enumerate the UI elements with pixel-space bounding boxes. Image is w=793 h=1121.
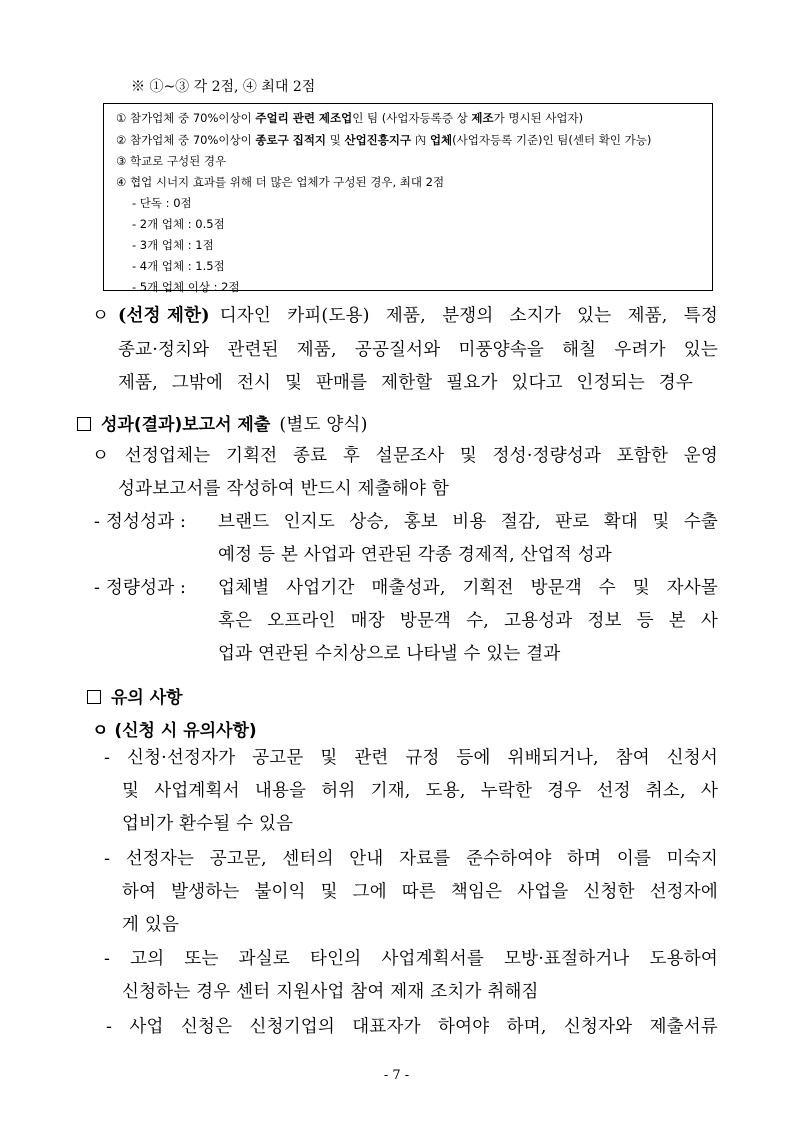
criteria-item: - 4개 업체 : 1.5점: [132, 259, 225, 273]
note-1-line-2: 및 사업계획서 내용을 허위 기재, 도용, 누락한 경우 선정 취소, 사: [122, 781, 718, 801]
criteria-item: - 2개 업체 : 0.5점: [132, 217, 225, 231]
note-1-line-1: - 신청·선정자가 공고문 및 관련 규정 등에 위배되거나, 참여 신청서: [104, 748, 718, 768]
criteria-3: ③ 학교로 구성된 경우: [116, 154, 227, 168]
criteria-4: ④ 협업 시너지 효과를 위해 더 많은 업체가 구성된 경우, 최대 2점: [116, 175, 445, 189]
scoring-criteria-box: [103, 103, 713, 294]
quantitative-line-2: 혹은 오프라인 매장 방문객 수, 고용성과 정보 등 본 사: [218, 611, 718, 631]
restrict-bullet: ㅇ: [92, 306, 110, 326]
criteria-1: ① 참가업체 중 70%이상이 주얼리 관련 제조업인 팀 (사업자등록증 상 제조가 명시된 사업자): [116, 111, 584, 125]
checkbox-square-icon: [87, 690, 101, 704]
note-4-line-1: - 사업 신청은 신청기업의 대표자가 하여야 하며, 신청자와 제출서류: [106, 1017, 718, 1037]
notes-subheading: ㅇ (신청 시 유의사항): [92, 721, 257, 741]
result-para-1b: 성과보고서를 작성하여 반드시 제출해야 함: [118, 479, 449, 499]
qualitative-line-2: 예정 등 본 사업과 연관된 각종 경제적, 산업적 성과: [218, 545, 612, 565]
section-notes-heading: 유의 사항: [87, 683, 183, 708]
criteria-item: - 단독 : 0점: [132, 196, 192, 210]
restrict-line-2: 종교·정치와 관련된 제품, 공공질서와 미풍양속을 해칠 우려가 있는: [118, 340, 718, 360]
restrict-line-1: (선정 제한) 디자인 카피(도용) 제품, 분쟁의 소지가 있는 제품, 특정: [118, 302, 718, 327]
result-para-1: ㅇ 선정업체는 기획전 종료 후 설문조사 및 정성·정량성과 포함한 운영: [92, 446, 718, 466]
quantitative-line-1: 업체별 사업기간 매출성과, 기획전 방문객 수 및 자사몰: [218, 578, 718, 598]
checkbox-square-icon: [77, 417, 91, 431]
note-3-line-1: - 고의 또는 과실로 타인의 사업계획서를 모방·표절하거나 도용하여: [104, 949, 718, 969]
criteria-item: - 3개 업체 : 1점: [132, 238, 214, 252]
note-2-line-1: - 선정자는 공고문, 센터의 안내 자료를 준수하여야 하며 이를 미숙지: [104, 849, 718, 869]
quantitative-line-3: 업과 연관된 수치상으로 나타낼 수 있는 결과: [218, 644, 561, 664]
criteria-item: - 5개 업체 이상 : 2점: [132, 280, 240, 294]
note-3-line-2: 신청하는 경우 센터 지원사업 참여 제재 조치가 취해짐: [122, 982, 539, 1002]
restrict-title: (선정 제한): [118, 306, 210, 326]
criteria-2: ② 참가업체 중 70%이상이 종로구 집적지 및 산업진흥지구 內 업체(사업자등록 기준)인 팀(센터 확인 가능): [116, 133, 652, 147]
score-note: ※ ①~③ 각 2점, ④ 최대 2점: [131, 79, 316, 95]
note-1-line-3: 업비가 환수될 수 있음: [122, 814, 294, 834]
qualitative-line-1: 브랜드 인지도 상승, 홍보 비용 절감, 판로 확대 및 수출: [218, 512, 718, 532]
page-number: - 7 -: [383, 1068, 410, 1083]
note-2-line-3: 게 있음: [122, 915, 180, 935]
note-2-line-2: 하여 발생하는 불이익 및 그에 따른 책임은 사업을 신청한 선정자에: [122, 882, 718, 902]
section-result-report-heading: 성과(결과)보고서 제출 (별도 양식): [77, 410, 368, 436]
restrict-line-3: 제품, 그밖에 전시 및 판매를 제한할 필요가 있다고 인정되는 경우: [118, 373, 693, 393]
quantitative-label: - 정량성과 :: [94, 578, 187, 598]
qualitative-label: - 정성성과 :: [94, 512, 187, 532]
